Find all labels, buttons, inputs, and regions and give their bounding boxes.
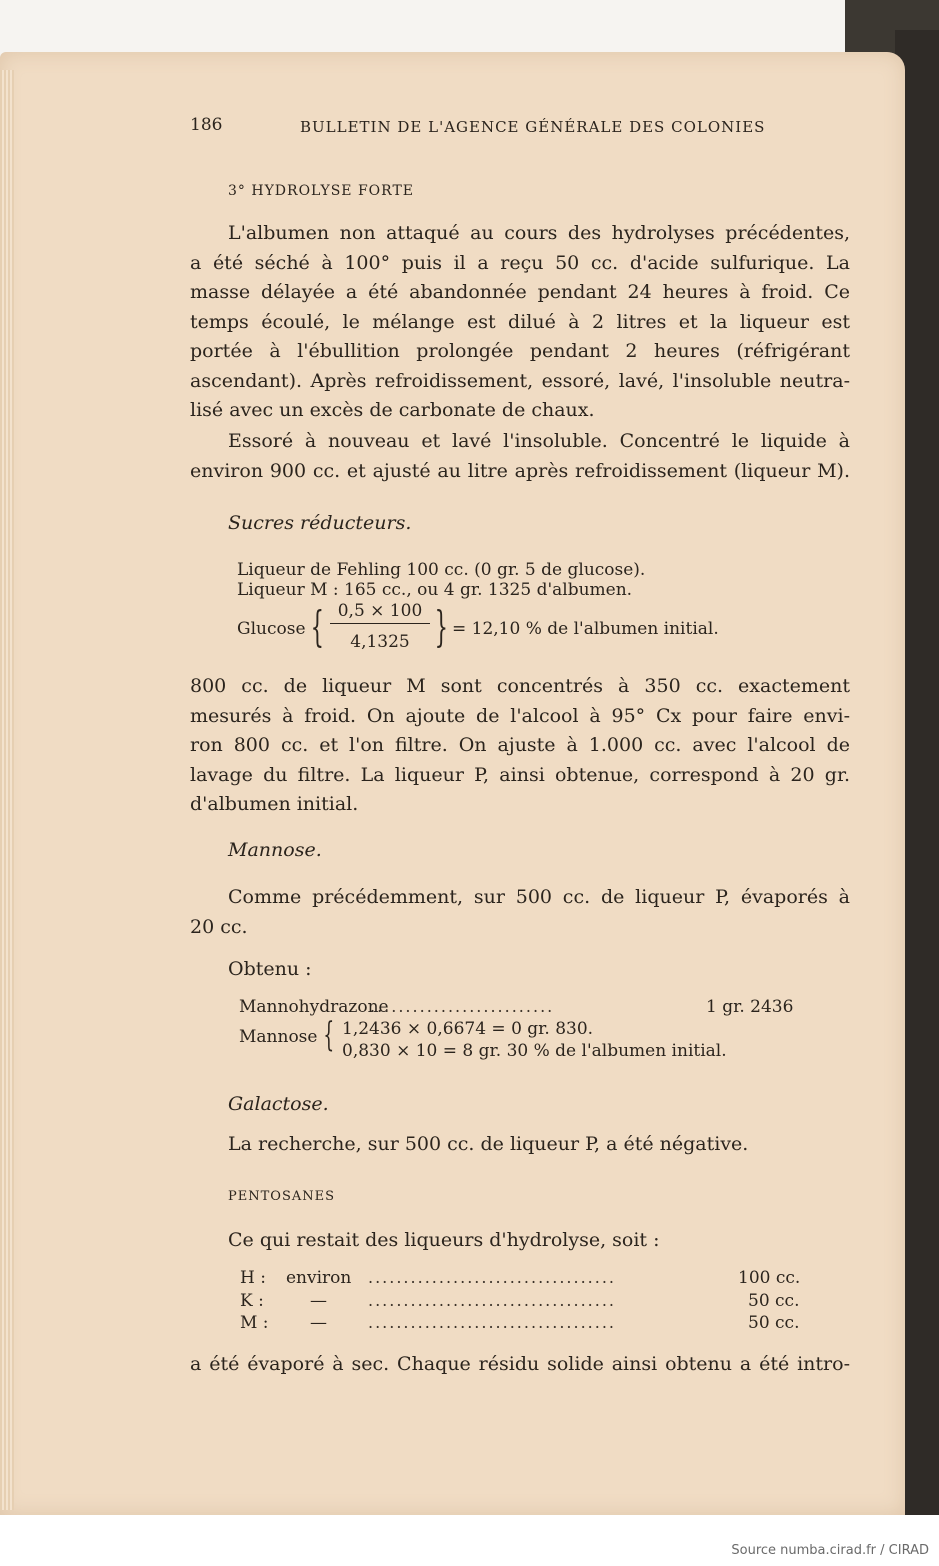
text-line: mesurés à froid. On ajoute de l'alcool à 95° Cx pour faire envi-	[190, 704, 850, 727]
text-line: a été séché à 100° puis il a reçu 50 cc. d'acide sulfurique. La	[190, 251, 850, 274]
text-line: 800 cc. de liqueur M sont concentrés à 350 cc. exactement	[190, 675, 850, 697]
paragraph-hydrolyse	[190, 219, 850, 426]
paragraph-liqueur-p	[190, 672, 850, 820]
galactose-text: La recherche, sur 500 cc. de liqueur P, a été négative.	[228, 1133, 749, 1155]
background-top	[0, 0, 939, 60]
leader-dots: ...................................	[368, 1313, 617, 1332]
row-desc: —	[310, 1313, 327, 1333]
row-value: 50 cc.	[748, 1291, 800, 1311]
running-title: BULLETIN DE L'AGENCE GÉNÉRALE DES COLONIES	[300, 118, 766, 136]
fehling-line: Liqueur de Fehling 100 cc. (0 gr. 5 de glucose).	[237, 560, 646, 580]
page-number: 186	[190, 115, 223, 135]
leader-dots: ...................................	[368, 1268, 617, 1287]
text-line: temps écoulé, le mélange est dilué à 2 litres et la liqueur est	[190, 310, 850, 333]
text-line: masse délayée a été abandonnée pendant 24 heures à froid. Ce	[190, 281, 850, 303]
glucose-result: = 12,10 % de l'albumen initial.	[452, 619, 719, 639]
row-key: H :	[240, 1268, 266, 1288]
text-line: d'albumen initial.	[190, 793, 359, 815]
row-key: M :	[240, 1313, 269, 1333]
heading-sucres-reducteurs: Sucres réducteurs.	[228, 512, 412, 534]
text-line: Essoré à nouveau et lavé l'insoluble. Concentré le liquide à	[228, 430, 850, 452]
text-line: portée à l'ébullition prolongée pendant 2 heures (réfrigérant	[190, 340, 850, 362]
mannose-label: Mannose	[239, 1027, 318, 1047]
row-desc: —	[310, 1291, 327, 1311]
section-title-hydrolyse-forte: 3° HYDROLYSE FORTE	[228, 183, 414, 199]
paragraph-essore	[190, 427, 850, 486]
mannose-calc-2: 0,830 × 10 = 8 gr. 30 % de l'albumen initial.	[342, 1041, 727, 1061]
section-title-pentosanes: PENTOSANES	[228, 1189, 336, 1204]
mannohydrazone-label: Mannohydrazone	[239, 997, 389, 1017]
heading-galactose: Galactose.	[228, 1093, 329, 1115]
row-value: 100 cc.	[738, 1268, 801, 1288]
paragraph-mannose	[190, 883, 850, 942]
source-credit: Source numba.cirad.fr / CIRAD	[731, 1543, 929, 1558]
text-line: environ 900 cc. et ajusté au litre après refroidissement (liqueur M).	[190, 459, 850, 482]
page-stack-edge	[0, 70, 14, 1510]
mannose-calc-1: 1,2436 × 0,6674 = 0 gr. 830.	[342, 1019, 594, 1039]
text-line: lavage du filtre. La liqueur P, ainsi obtenue, correspond à 20 gr.	[190, 763, 850, 786]
text-line: Comme précédemment, sur 500 cc. de liqueur P, évaporés à	[228, 886, 850, 908]
text-line: a été évaporé à sec. Chaque résidu solide ainsi obtenu a été intro-	[190, 1353, 850, 1375]
text-line: 20 cc.	[190, 915, 248, 938]
paragraph-evapore	[190, 1350, 850, 1380]
text-line: ron 800 cc. et l'on filtre. On ajuste à 1.000 cc. avec l'alcool de	[190, 734, 850, 756]
fraction-denominator: 4,1325	[350, 632, 410, 652]
heading-mannose: Mannose.	[228, 839, 322, 861]
text-line: lisé avec un excès de carbonate de chaux.	[190, 399, 595, 421]
text-line: ascendant). Après refroidissement, essoré, lavé, l'insoluble neutra-	[190, 369, 850, 392]
liqueur-m-line: Liqueur M : 165 cc., ou 4 gr. 1325 d'albumen.	[237, 580, 633, 600]
leader-dots: ...................................	[368, 1291, 617, 1310]
leader-dots: ..........................	[370, 997, 555, 1016]
row-desc: environ	[286, 1268, 352, 1288]
row-value: 50 cc.	[748, 1313, 800, 1333]
row-key: K :	[240, 1291, 264, 1311]
fraction-numerator: 0,5 × 100	[330, 601, 430, 624]
glucose-label: Glucose	[237, 619, 306, 639]
left-brace: {	[310, 602, 325, 651]
mannohydrazone-value: 1 gr. 2436	[706, 997, 794, 1017]
left-brace: {	[323, 1015, 335, 1055]
text-line: L'albumen non attaqué au cours des hydrolyses précédentes,	[228, 222, 850, 244]
right-brace: }	[434, 602, 449, 651]
pentosanes-intro: Ce qui restait des liqueurs d'hydrolyse, soit :	[228, 1229, 660, 1251]
obtenu-label: Obtenu :	[228, 958, 312, 980]
